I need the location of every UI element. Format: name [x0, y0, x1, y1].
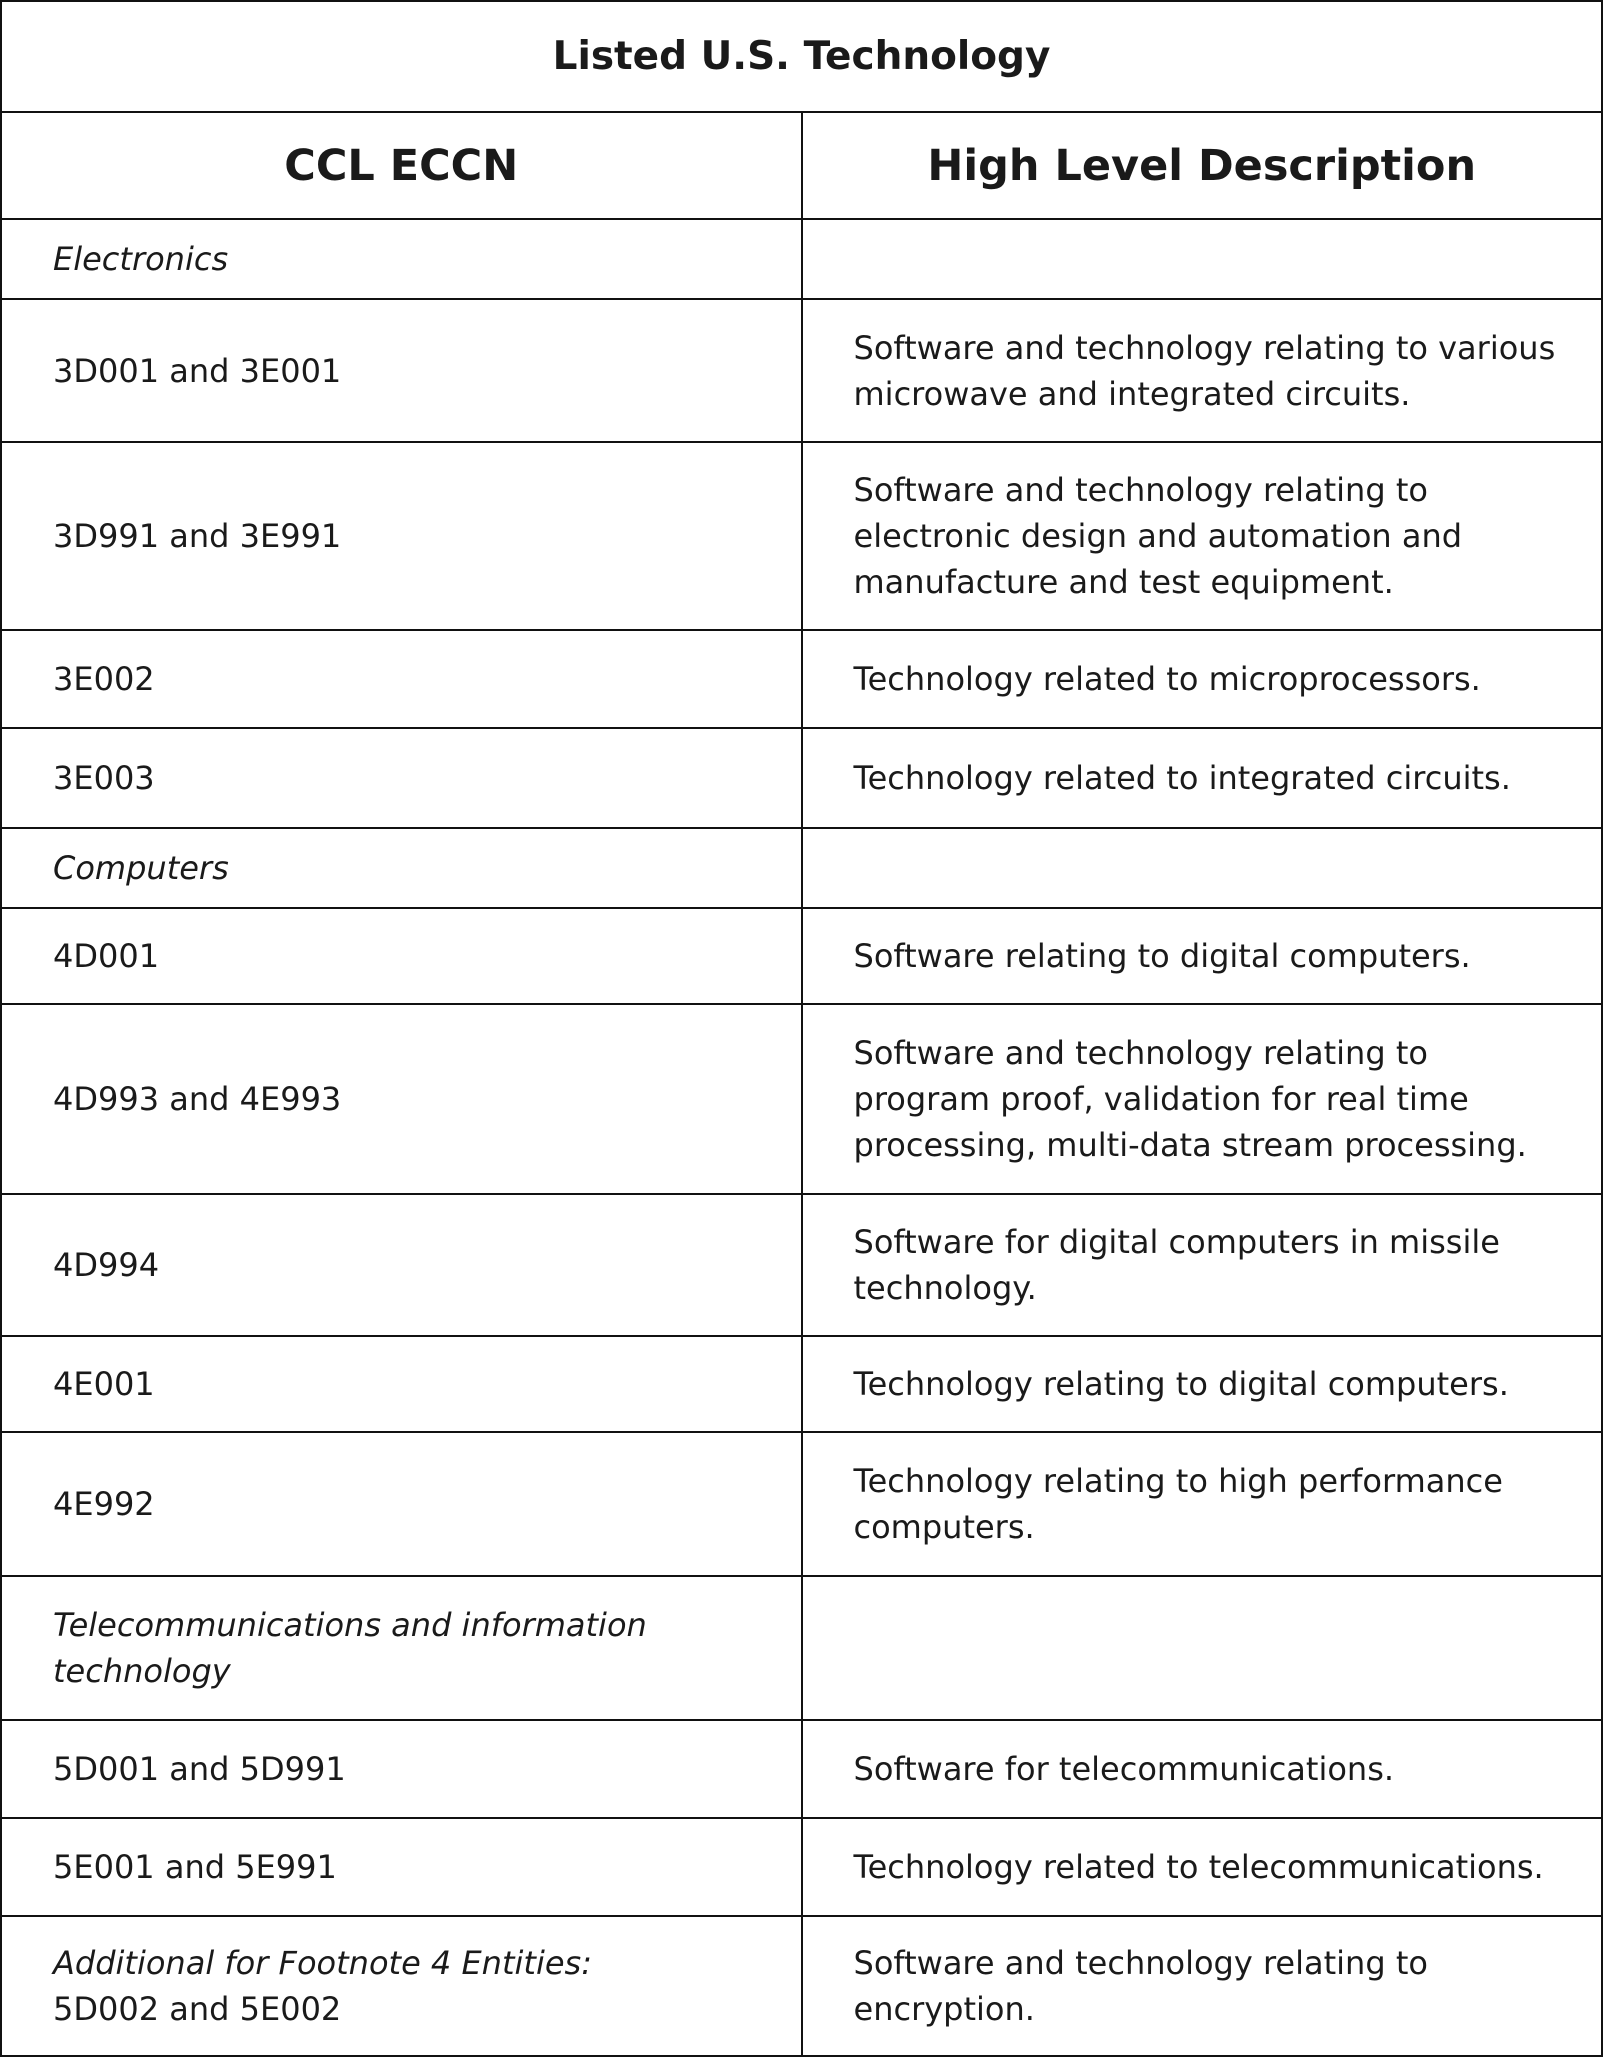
description-cell: Technology relating to digital computers.: [802, 1336, 1603, 1432]
category-row: [1, 828, 1602, 908]
category-label: Computers: [1, 828, 802, 908]
category-label: Electronics: [1, 219, 802, 299]
description-cell: Software for digital computers in missile technology.: [802, 1194, 1603, 1336]
table-title: Listed U.S. Technology: [1, 1, 1602, 112]
category-description: [802, 828, 1603, 908]
table-row: [1, 442, 1602, 630]
eccn-cell: 3D991 and 3E991: [1, 442, 802, 630]
description-cell: Technology related to integrated circuits.: [802, 728, 1603, 828]
description-cell: Software and technology relating to various microwave and integrated circuits.: [802, 299, 1603, 442]
eccn-cell: 5D001 and 5D991: [1, 1720, 802, 1818]
table-row: [1, 1432, 1602, 1576]
description-cell: Software relating to digital computers.: [802, 908, 1603, 1004]
category-row: [1, 1576, 1602, 1720]
table-row: [1, 1916, 1602, 2056]
description-cell: Technology relating to high performance computers.: [802, 1432, 1603, 1576]
table-row: [1, 728, 1602, 828]
table-row: [1, 1818, 1602, 1916]
eccn-cell: 4D994: [1, 1194, 802, 1336]
title-row: [1, 1, 1602, 112]
eccn-cell: 3D001 and 3E001: [1, 299, 802, 442]
header-row: [1, 112, 1602, 219]
table-row: [1, 908, 1602, 1004]
category-row: [1, 219, 1602, 299]
category-description: [802, 219, 1603, 299]
category-label: Telecommunications and information technology: [1, 1576, 802, 1720]
description-cell: Software for telecommunications.: [802, 1720, 1603, 1818]
eccn-cell: 3E002: [1, 630, 802, 728]
eccn-cell: 4D001: [1, 908, 802, 1004]
eccn-cell: [1, 1916, 802, 2056]
eccn-cell: 3E003: [1, 728, 802, 828]
description-cell: Technology related to telecommunications.: [802, 1818, 1603, 1916]
description-cell: Software and technology relating to program proof, validation for real time processing, multi-data stream processing.: [802, 1004, 1603, 1194]
header-description: High Level Description: [802, 112, 1603, 219]
eccn-cell: 5E001 and 5E991: [1, 1818, 802, 1916]
eccn-value: 5D002 and 5E002: [53, 1990, 342, 2028]
table-row: [1, 630, 1602, 728]
eccn-cell: 4E001: [1, 1336, 802, 1432]
table-row: [1, 299, 1602, 442]
footnote-note: Additional for Footnote 4 Entities:: [53, 1944, 592, 1982]
table-row: [1, 1194, 1602, 1336]
eccn-cell: 4E992: [1, 1432, 802, 1576]
category-description: [802, 1576, 1603, 1720]
table-row: [1, 1336, 1602, 1432]
header-ccl-eccn: CCL ECCN: [1, 112, 802, 219]
table-row: [1, 1004, 1602, 1194]
description-cell: Software and technology relating to encryption.: [802, 1916, 1603, 2056]
table-row: [1, 1720, 1602, 1818]
eccn-cell: 4D993 and 4E993: [1, 1004, 802, 1194]
description-cell: Software and technology relating to electronic design and automation and manufacture and test equipment.: [802, 442, 1603, 630]
description-cell: Technology related to microprocessors.: [802, 630, 1603, 728]
